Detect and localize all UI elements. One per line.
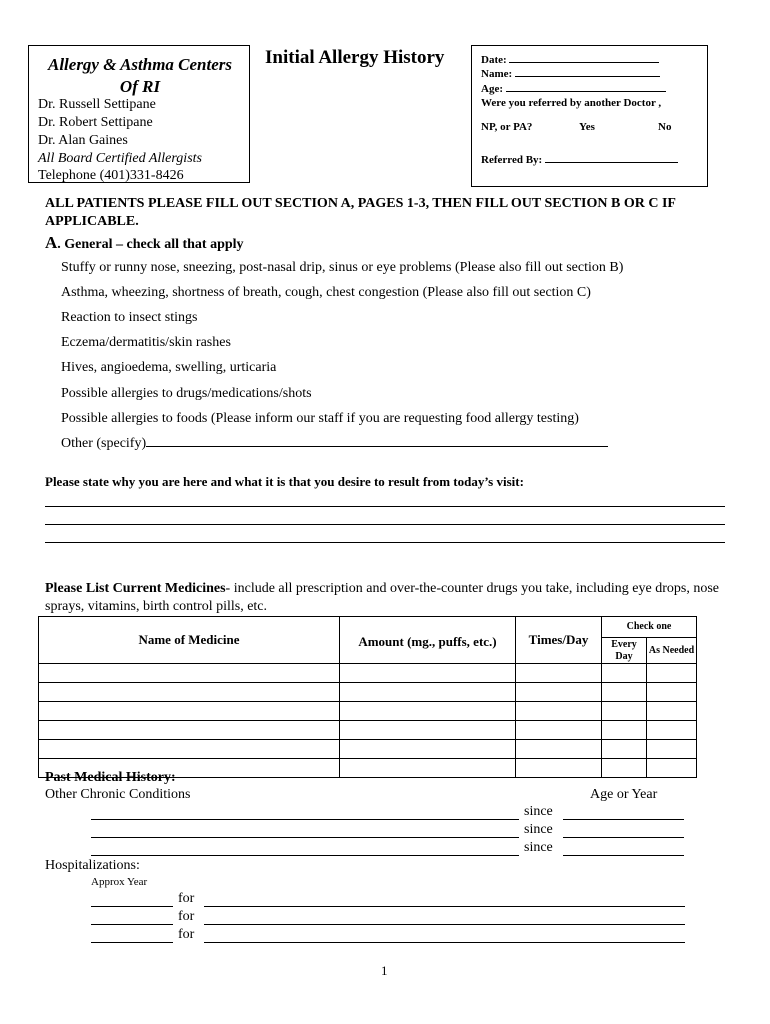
date-label: Date: xyxy=(481,54,507,66)
age-label: Age: xyxy=(481,83,503,95)
page-number: 1 xyxy=(381,963,388,978)
age-line xyxy=(506,81,666,92)
clinic-info-box xyxy=(28,45,250,183)
since-line[interactable] xyxy=(563,819,684,820)
hosp-year-line[interactable] xyxy=(91,924,173,925)
table-row xyxy=(39,664,697,683)
times-cell[interactable] xyxy=(516,702,602,721)
chronic-conditions-label: Other Chronic Conditions xyxy=(45,787,191,802)
medicines-intro-bold: Please List Current Medicines xyxy=(45,581,226,596)
for-label: for xyxy=(178,927,195,942)
every-day-cell[interactable] xyxy=(602,759,647,778)
as-needed-cell[interactable] xyxy=(647,759,697,778)
for-label: for xyxy=(178,909,195,924)
name-field[interactable] xyxy=(481,66,660,81)
section-a-letter: A xyxy=(45,233,58,252)
answer-line[interactable] xyxy=(45,506,725,507)
referred-by-field[interactable] xyxy=(481,152,678,167)
col-amount-header: Amount (mg., puffs, etc.) xyxy=(340,617,516,664)
every-day-cell[interactable] xyxy=(602,702,647,721)
table-row xyxy=(39,740,697,759)
section-a-title: . General – check all that apply xyxy=(57,237,244,252)
medicine-name-cell[interactable] xyxy=(39,740,340,759)
every-day-cell[interactable] xyxy=(602,683,647,702)
medicine-name-cell[interactable] xyxy=(39,721,340,740)
hosp-reason-line[interactable] xyxy=(204,906,685,907)
checklist-item[interactable]: Possible allergies to drugs/medications/shots xyxy=(61,386,312,401)
times-cell[interactable] xyxy=(516,740,602,759)
as-needed-cell[interactable] xyxy=(647,683,697,702)
referral-question: Were you referred by another Doctor , xyxy=(481,97,662,109)
answer-line[interactable] xyxy=(45,524,725,525)
approx-year-label: Approx Year xyxy=(91,876,148,888)
doctor-name: Dr. Robert Settipane xyxy=(38,115,153,130)
np-pa-label: NP, or PA? xyxy=(481,121,533,133)
amount-cell[interactable] xyxy=(340,759,516,778)
as-needed-cell[interactable] xyxy=(647,721,697,740)
hosp-year-line[interactable] xyxy=(91,942,173,943)
date-field[interactable] xyxy=(481,52,659,67)
col-name-header: Name of Medicine xyxy=(39,617,340,664)
times-cell[interactable] xyxy=(516,759,602,778)
other-label: Other (specify) xyxy=(61,436,147,451)
medicine-name-cell[interactable] xyxy=(39,702,340,721)
medicines-intro-rest: - include all prescription and over-the-counter drugs you take, including eye drops, nose sprays, vitamins, birth control pills, etc. xyxy=(45,581,720,614)
table-row xyxy=(39,702,697,721)
as-needed-cell[interactable] xyxy=(647,664,697,683)
col-times-header: Times/Day xyxy=(516,617,602,664)
amount-cell[interactable] xyxy=(340,702,516,721)
checklist-item[interactable]: Possible allergies to foods (Please inform our staff if you are requesting food allergy testing) xyxy=(61,411,579,426)
table-row xyxy=(39,721,697,740)
since-label: since xyxy=(524,804,553,819)
medicines-intro xyxy=(45,580,735,616)
medicine-name-cell[interactable] xyxy=(39,664,340,683)
since-label: since xyxy=(524,822,553,837)
answer-line[interactable] xyxy=(45,542,725,543)
every-day-cell[interactable] xyxy=(602,740,647,759)
checklist-item[interactable]: Eczema/dermatitis/skin rashes xyxy=(61,335,231,350)
table-row xyxy=(39,683,697,702)
referred-by-line xyxy=(545,152,678,163)
every-day-cell[interactable] xyxy=(602,664,647,683)
checklist-item[interactable]: Stuffy or runny nose, sneezing, post-nasal drip, sinus or eye problems (Please also fill out section B) xyxy=(61,260,624,275)
certification-text: All Board Certified Allergists xyxy=(38,151,202,166)
every-day-header: Every Day xyxy=(602,638,647,664)
date-line xyxy=(509,52,659,63)
hosp-reason-line[interactable] xyxy=(204,942,685,943)
form-title: Initial Allergy History xyxy=(265,47,445,68)
visit-question: Please state why you are here and what it is that you desire to result from today’s visit: xyxy=(45,474,524,489)
checklist-item[interactable]: Asthma, wheezing, shortness of breath, cough, chest congestion (Please also fill out section C) xyxy=(61,285,591,300)
since-line[interactable] xyxy=(563,837,684,838)
checklist-item[interactable]: Reaction to insect stings xyxy=(61,310,198,325)
section-a-heading xyxy=(45,233,244,253)
doctor-name: Dr. Russell Settipane xyxy=(38,97,156,112)
as-needed-cell[interactable] xyxy=(647,740,697,759)
instructions-heading: ALL PATIENTS PLEASE FILL OUT SECTION A, PAGES 1-3, THEN FILL OUT SECTION B OR C IF APPLICABLE. xyxy=(45,196,676,229)
hospitalizations-label: Hospitalizations: xyxy=(45,858,140,873)
amount-cell[interactable] xyxy=(340,664,516,683)
past-history-title: Past Medical History: xyxy=(45,770,176,785)
every-day-cell[interactable] xyxy=(602,721,647,740)
name-label: Name: xyxy=(481,68,513,80)
amount-cell[interactable] xyxy=(340,740,516,759)
name-line xyxy=(515,66,660,77)
yes-option[interactable]: Yes xyxy=(579,121,595,133)
doctor-name: Dr. Alan Gaines xyxy=(38,133,128,148)
patient-info-box xyxy=(471,45,708,187)
times-cell[interactable] xyxy=(516,721,602,740)
amount-cell[interactable] xyxy=(340,683,516,702)
condition-line[interactable] xyxy=(91,819,519,820)
other-specify-line[interactable] xyxy=(146,436,608,447)
check-one-header: Check one xyxy=(602,617,697,638)
as-needed-cell[interactable] xyxy=(647,702,697,721)
hosp-reason-line[interactable] xyxy=(204,924,685,925)
condition-line[interactable] xyxy=(91,837,519,838)
checklist-item-other[interactable] xyxy=(61,436,608,452)
amount-cell[interactable] xyxy=(340,721,516,740)
for-label: for xyxy=(178,891,195,906)
checklist-item[interactable]: Hives, angioedema, swelling, urticaria xyxy=(61,360,277,375)
clinic-name-line1: Allergy & Asthma Centers xyxy=(47,55,233,74)
since-label: since xyxy=(524,840,553,855)
hosp-year-line[interactable] xyxy=(91,906,173,907)
medicine-name-cell[interactable] xyxy=(39,683,340,702)
no-option[interactable]: No xyxy=(658,121,672,133)
since-line[interactable] xyxy=(563,855,684,856)
clinic-telephone: Telephone (401)331-8426 xyxy=(38,168,184,183)
as-needed-header: As Needed xyxy=(647,638,697,664)
age-field[interactable] xyxy=(481,81,666,96)
medicines-table xyxy=(38,616,697,778)
times-cell[interactable] xyxy=(516,664,602,683)
age-or-year-label: Age or Year xyxy=(590,787,658,802)
referred-by-label: Referred By: xyxy=(481,154,543,166)
clinic-name-line2: Of RI xyxy=(119,77,161,96)
condition-line[interactable] xyxy=(91,855,519,856)
times-cell[interactable] xyxy=(516,683,602,702)
